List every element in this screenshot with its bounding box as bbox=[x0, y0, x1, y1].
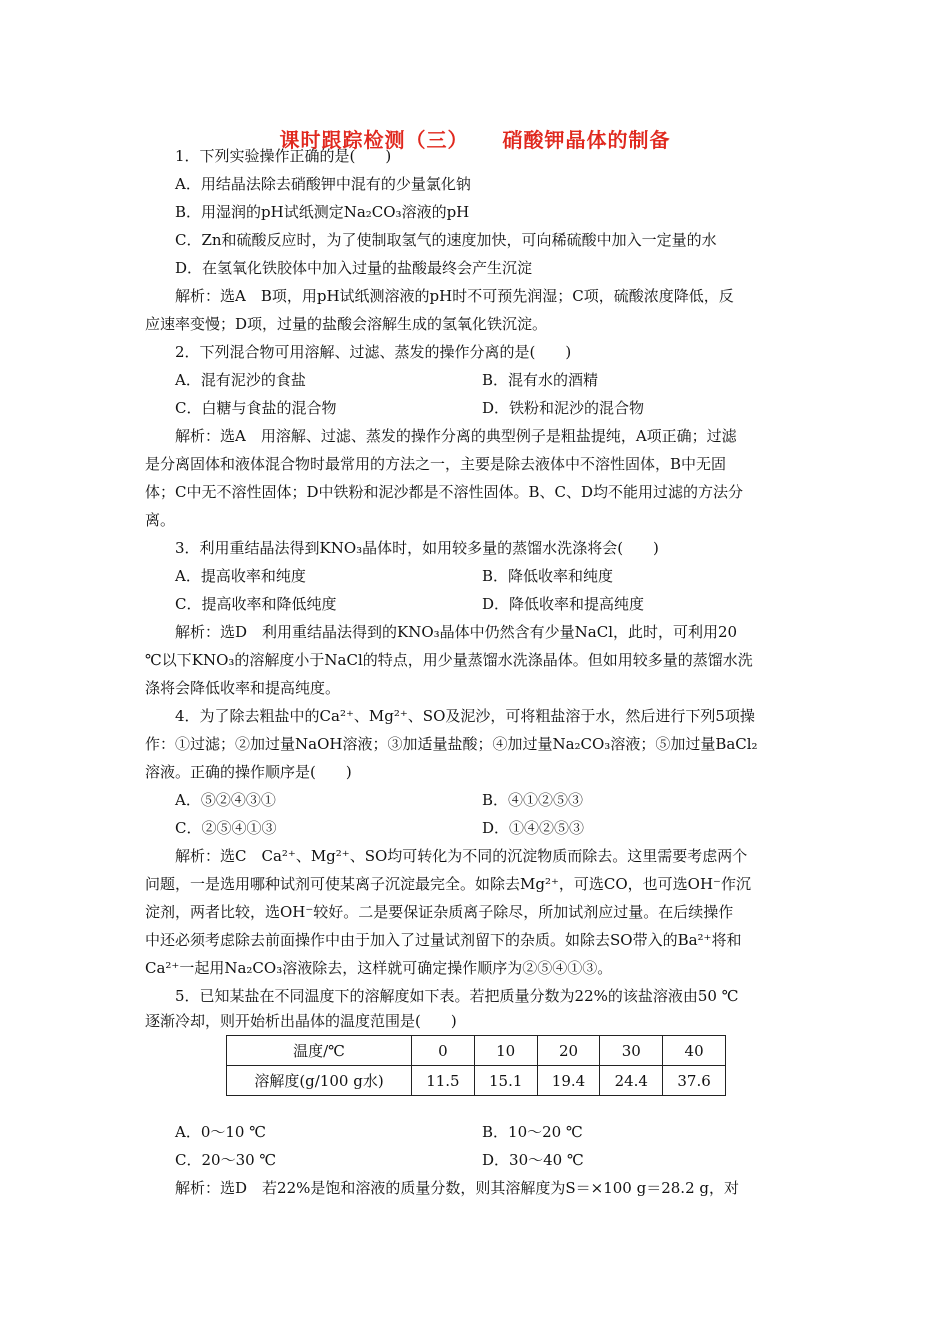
table-cell: 温度/℃ bbox=[227, 1036, 412, 1066]
question-1-option-b: B．用湿润的pH试纸测定Na₂CO₃溶液的pH bbox=[175, 203, 470, 221]
question-4-answer-line-3: 淀剂，两者比较，选OH⁻较好。二是要保证杂质离子除尽，所加试剂应过量。在后续操作 bbox=[145, 903, 734, 921]
question-2-answer-line-4: 离。 bbox=[145, 511, 176, 529]
question-1-answer-line-2: 应速率变慢；D项，过量的盐酸会溶解生成的氢氧化铁沉淀。 bbox=[145, 315, 548, 333]
question-3-option-a: A．提高收率和纯度 bbox=[175, 567, 306, 585]
question-1-option-c: C．Zn和硫酸反应时，为了使制取氢气的速度加快，可向稀硫酸中加入一定量的水 bbox=[175, 231, 717, 249]
question-1-option-d: D．在氢氧化铁胶体中加入过量的盐酸最终会产生沉淀 bbox=[175, 259, 533, 277]
question-4-stem-line-3: 溶液。正确的操作顺序是( ) bbox=[145, 763, 352, 781]
table-cell: 40 bbox=[663, 1036, 726, 1066]
question-5-answer-line-1: 解析：选D 若22%是饱和溶液的质量分数，则其溶解度为S＝×100 g＝28.2 g，对 bbox=[175, 1179, 739, 1197]
question-2-answer-line-2: 是分离固体和液体混合物时最常用的方法之一，主要是除去液体中不溶性固体，B中无固 bbox=[145, 455, 727, 473]
question-4-answer-line-5: Ca²⁺一起用Na₂CO₃溶液除去，这样就可确定操作顺序为②⑤④①③。 bbox=[145, 959, 613, 977]
question-3-option-b: B．降低收率和纯度 bbox=[482, 567, 614, 585]
solubility-table bbox=[226, 1035, 726, 1096]
question-3-stem: 3．利用重结晶法得到KNO₃晶体时，如用较多量的蒸馏水洗涤将会( ) bbox=[175, 539, 659, 557]
table-row-solubility bbox=[227, 1066, 726, 1096]
question-2-option-a: A．混有泥沙的食盐 bbox=[175, 371, 306, 389]
table-cell: 0 bbox=[412, 1036, 475, 1066]
question-3-option-c: C．提高收率和降低纯度 bbox=[175, 595, 337, 613]
question-5-option-a: A．0～10 ℃ bbox=[175, 1123, 267, 1141]
title-sub: 硝酸钾晶体的制备 bbox=[502, 128, 671, 152]
question-3-answer-line-1: 解析：选D 利用重结晶法得到的KNO₃晶体中仍然含有少量NaCl，此时，可利用20 bbox=[175, 623, 738, 641]
question-3-option-d: D．降低收率和提高纯度 bbox=[482, 595, 645, 613]
question-2-option-c: C．白糖与食盐的混合物 bbox=[175, 399, 337, 417]
question-4-option-c: C．②⑤④①③ bbox=[175, 819, 277, 837]
table-cell: 溶解度(g/100 g水) bbox=[227, 1066, 412, 1096]
question-3-answer-line-2: ℃以下KNO₃的溶解度小于NaCl的特点，用少量蒸馏水洗涤晶体。但如用较多量的蒸馏水洗 bbox=[145, 651, 753, 669]
question-4-stem-line-2: 作：①过滤；②加过量NaOH溶液；③加适量盐酸；④加过量Na₂CO₃溶液；⑤加过量BaCl₂ bbox=[145, 735, 758, 753]
question-4-option-d: D．①④②⑤③ bbox=[482, 819, 585, 837]
table-row-temperature bbox=[227, 1036, 726, 1066]
title-main: 课时跟踪检测（三） bbox=[279, 128, 469, 152]
question-4-answer-line-4: 中还必须考虑除去前面操作中由于加入了过量试剂留下的杂质。如除去SO带入的Ba²⁺将和 bbox=[145, 931, 742, 949]
page-title bbox=[0, 124, 950, 153]
table-cell: 37.6 bbox=[663, 1066, 726, 1096]
table-cell: 10 bbox=[474, 1036, 537, 1066]
question-2-option-d: D．铁粉和泥沙的混合物 bbox=[482, 399, 645, 417]
table-cell: 30 bbox=[600, 1036, 663, 1066]
table-cell: 20 bbox=[537, 1036, 600, 1066]
question-1-option-a: A．用结晶法除去硝酸钾中混有的少量氯化钠 bbox=[175, 175, 471, 193]
question-5-option-b: B．10～20 ℃ bbox=[482, 1123, 583, 1141]
question-2-answer-line-1: 解析：选A 用溶解、过滤、蒸发的操作分离的典型例子是粗盐提纯，A项正确；过滤 bbox=[175, 427, 737, 445]
question-4-stem-line-1: 4．为了除去粗盐中的Ca²⁺、Mg²⁺、SO及泥沙，可将粗盐溶于水，然后进行下列5项操 bbox=[175, 707, 755, 725]
question-1-answer-line-1: 解析：选A B项，用pH试纸测溶液的pH时不可预先润湿；C项，硫酸浓度降低，反 bbox=[175, 287, 734, 305]
table-cell: 19.4 bbox=[537, 1066, 600, 1096]
question-2-stem: 2．下列混合物可用溶解、过滤、蒸发的操作分离的是( ) bbox=[175, 343, 572, 361]
table-cell: 15.1 bbox=[474, 1066, 537, 1096]
question-2-option-b: B．混有水的酒精 bbox=[482, 371, 599, 389]
question-4-answer-line-1: 解析：选C Ca²⁺、Mg²⁺、SO均可转化为不同的沉淀物质而除去。这里需要考虑两个 bbox=[175, 847, 748, 865]
question-5-option-d: D．30～40 ℃ bbox=[482, 1151, 584, 1169]
question-4-option-b: B．④①②⑤③ bbox=[482, 791, 584, 809]
question-4-option-a: A．⑤②④③① bbox=[175, 791, 276, 809]
question-1-stem: 1．下列实验操作正确的是( ) bbox=[175, 147, 392, 165]
table-cell: 11.5 bbox=[412, 1066, 475, 1096]
question-2-answer-line-3: 体；C中无不溶性固体；D中铁粉和泥沙都是不溶性固体。B、C、D均不能用过滤的方法分 bbox=[145, 483, 744, 501]
question-4-answer-line-2: 问题，一是选用哪种试剂可使某离子沉淀最完全。如除去Mg²⁺，可选CO，也可选OH⁻作沉 bbox=[145, 875, 751, 893]
table-cell: 24.4 bbox=[600, 1066, 663, 1096]
question-5-stem-line-2: 逐渐冷却，则开始析出晶体的温度范围是( ) bbox=[145, 1012, 457, 1030]
question-5-option-c: C．20～30 ℃ bbox=[175, 1151, 277, 1169]
question-5-stem-line-1: 5．已知某盐在不同温度下的溶解度如下表。若把质量分数为22%的该盐溶液由50 ℃ bbox=[175, 987, 739, 1005]
question-3-answer-line-3: 涤将会降低收率和提高纯度。 bbox=[145, 679, 341, 697]
